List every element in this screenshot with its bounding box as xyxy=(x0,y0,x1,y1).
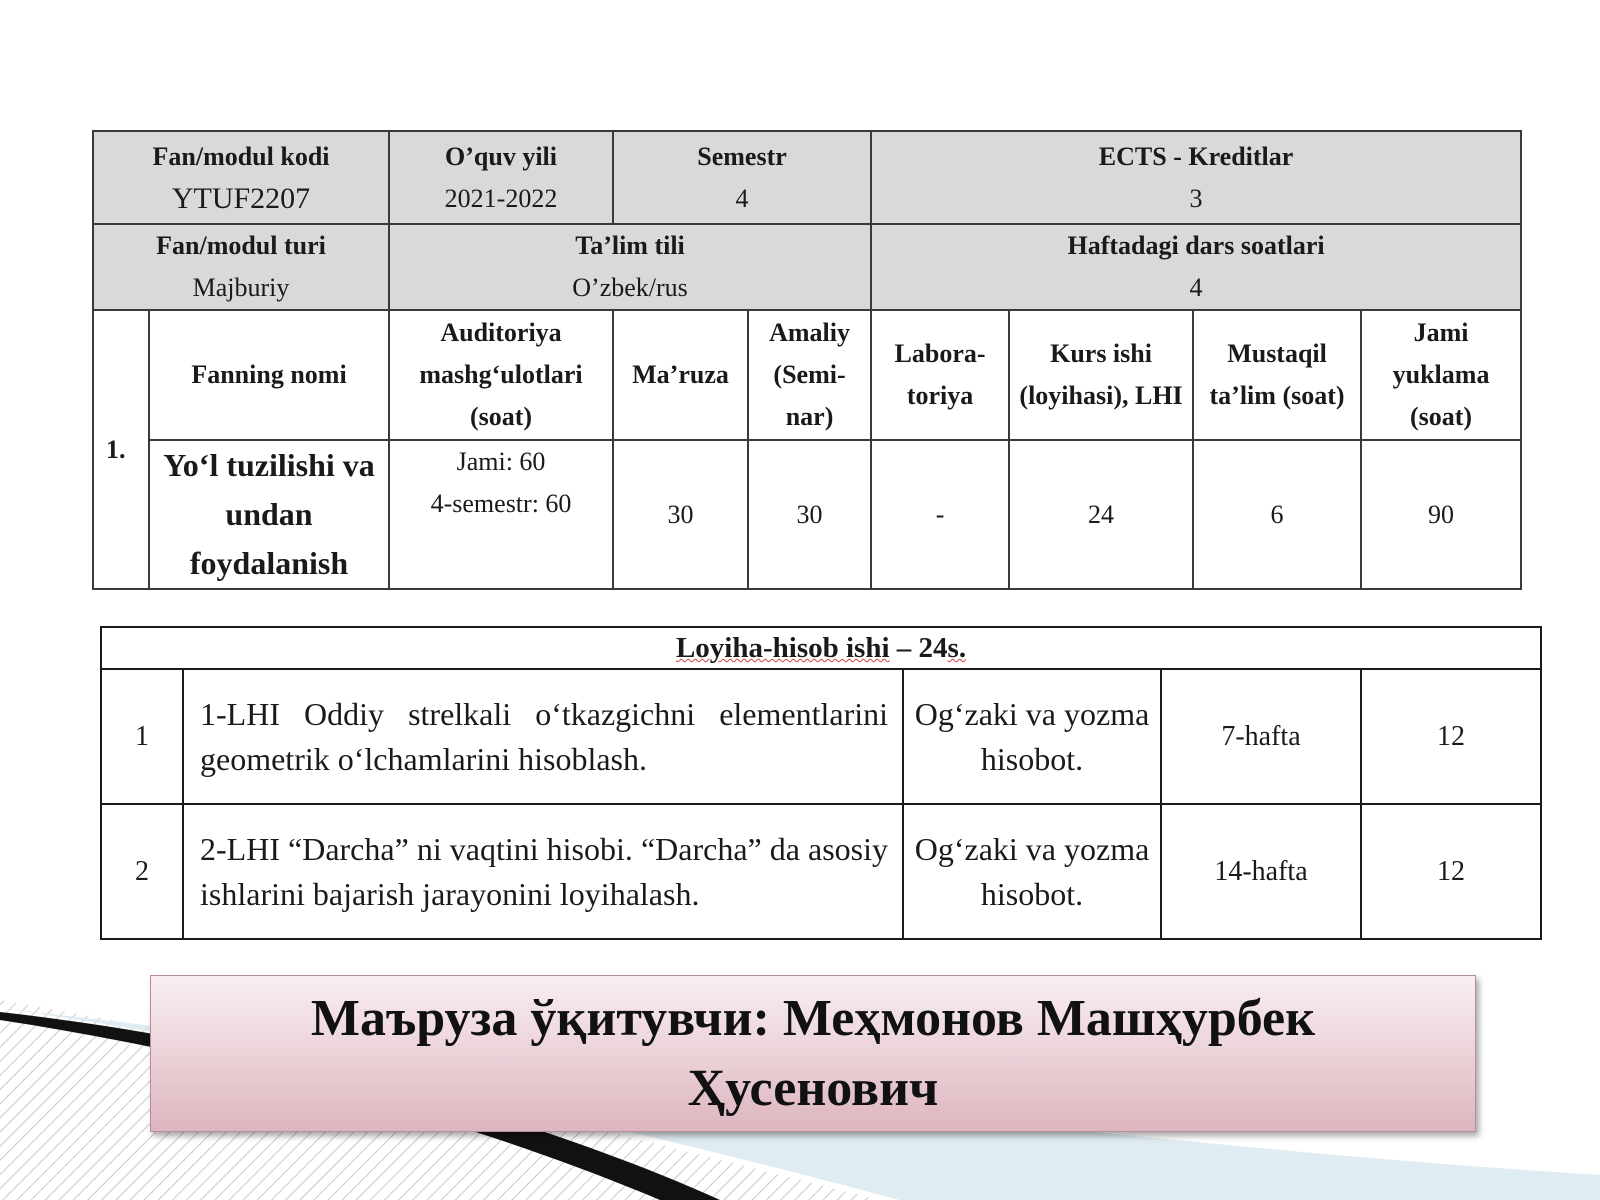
language-cell xyxy=(389,224,871,310)
task-description: 1-LHI Oddiy strelkali o‘tkazgichni elementlarini geometrik o‘lchamlarini hisoblash. xyxy=(183,669,903,804)
ects-value: 3 xyxy=(1189,183,1203,213)
row-index: 2 xyxy=(101,804,183,939)
auditorium-hours xyxy=(389,440,613,589)
header-row-1 xyxy=(93,131,1521,224)
project-work-title-unit: s. xyxy=(947,632,967,664)
table-row xyxy=(101,804,1541,939)
lecturer-name: Маъруза ўқитувчи: Меҳмонов Машҳурбек Ҳусенович xyxy=(310,989,1316,1117)
ects-cell xyxy=(871,131,1521,224)
semester-label: Semestr xyxy=(697,141,787,171)
col-lecture: Ma’ruza xyxy=(613,310,748,440)
lab-hours: - xyxy=(871,440,1009,589)
column-header-row xyxy=(93,310,1521,440)
project-work-title-main: Loyiha-hisob ishi xyxy=(675,632,890,664)
semester-cell xyxy=(613,131,871,224)
task-description: 2-LHI “Darcha” ni vaqtini hisobi. “Darcha” da asosiy ishlarini bajarish jarayonini loyihalash. xyxy=(183,804,903,939)
row-number: 1. xyxy=(93,310,149,589)
project-work-title-hours: – 24 xyxy=(889,632,948,664)
language-value: O’zbek/rus xyxy=(572,273,688,302)
module-type-label: Fan/modul turi xyxy=(156,231,326,260)
semester-value: 4 xyxy=(735,183,749,213)
language-label: Ta’lim tili xyxy=(575,231,685,260)
lecture-hours: 30 xyxy=(613,440,748,589)
module-code-value: YTUF2207 xyxy=(171,181,311,215)
module-code-cell xyxy=(93,131,389,224)
ects-label: ECTS - Kreditlar xyxy=(1098,141,1294,171)
subject-name: Yo‘l tuzilishi va undan foydalanish xyxy=(149,440,389,589)
practical-hours: 30 xyxy=(748,440,871,589)
weekly-hours-cell xyxy=(871,224,1521,310)
auditorium-semester: 4-semestr: 60 xyxy=(430,489,572,518)
task-hours: 12 xyxy=(1361,669,1541,804)
module-type-cell xyxy=(93,224,389,310)
module-code-label: Fan/modul kodi xyxy=(152,141,330,171)
col-lab: Labora- toriya xyxy=(871,310,1009,440)
row-index: 1 xyxy=(101,669,183,804)
course-work-hours: 24 xyxy=(1009,440,1193,589)
task-hours: 12 xyxy=(1361,804,1541,939)
project-work-title-row xyxy=(101,627,1541,669)
deadline-week: 14-hafta xyxy=(1161,804,1361,939)
project-work-table xyxy=(100,626,1542,940)
project-work-title xyxy=(101,627,1541,669)
lecturer-banner xyxy=(150,975,1476,1132)
total-hours: 90 xyxy=(1361,440,1521,589)
course-info-table xyxy=(92,130,1522,590)
col-subject-name: Fanning nomi xyxy=(149,310,389,440)
col-auditorium: Auditoriya mashg‘ulotlari (soat) xyxy=(389,310,613,440)
module-type-value: Majburiy xyxy=(192,273,290,302)
self-study-hours: 6 xyxy=(1193,440,1361,589)
weekly-hours-value: 4 xyxy=(1189,273,1203,302)
deadline-week: 7-hafta xyxy=(1161,669,1361,804)
course-values-row xyxy=(93,440,1521,589)
table-row xyxy=(101,669,1541,804)
academic-year-cell xyxy=(389,131,613,224)
weekly-hours-label: Haftadagi dars soatlari xyxy=(1067,231,1325,260)
assessment-form: Og‘zaki va yozma hisobot. xyxy=(903,804,1161,939)
assessment-form: Og‘zaki va yozma hisobot. xyxy=(903,669,1161,804)
col-practical: Amaliy (Semi- nar) xyxy=(748,310,871,440)
academic-year-label: O’quv yili xyxy=(445,141,557,171)
col-total: Jami yuklama (soat) xyxy=(1361,310,1521,440)
academic-year-value: 2021-2022 xyxy=(444,183,558,213)
col-self-study: Mustaqil ta’lim (soat) xyxy=(1193,310,1361,440)
auditorium-total: Jami: 60 xyxy=(456,447,546,476)
header-row-2 xyxy=(93,224,1521,310)
col-course-work: Kurs ishi (loyihasi), LHI xyxy=(1009,310,1193,440)
